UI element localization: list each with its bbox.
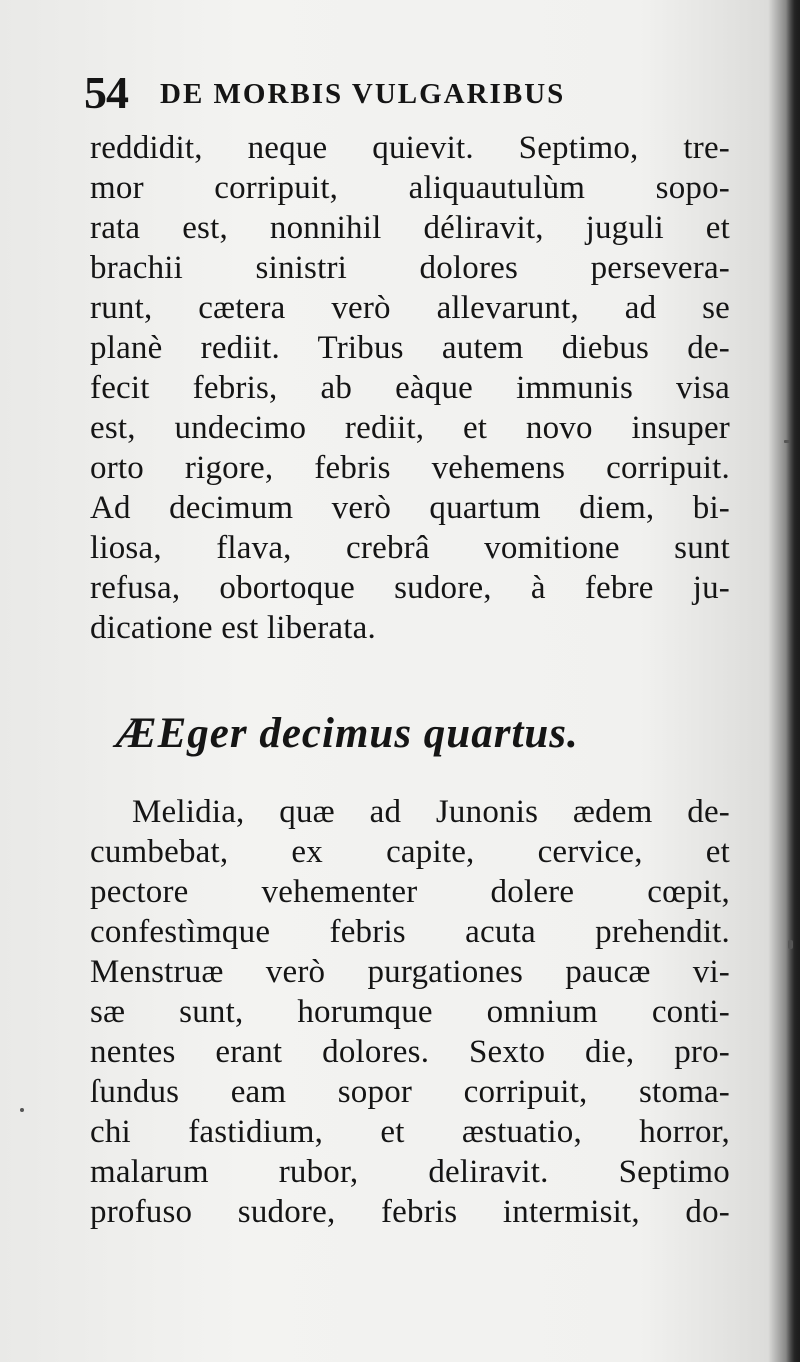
text-line: chi fastidium, et æstuatio, horror, (90, 1114, 730, 1150)
text-line: mor corripuit, aliquautulùm sopo- (90, 170, 730, 206)
text-line: profuso sudore, febris intermisit, do- (90, 1194, 730, 1230)
text-line: dicatione est liberata. (90, 610, 376, 646)
text-line: planè rediit. Tribus autem diebus de- (90, 330, 730, 366)
text-line: nentes erant dolores. Sexto die, pro- (90, 1034, 730, 1070)
paper-speck (784, 440, 790, 443)
text-line: sæ sunt, horumque omnium conti- (90, 994, 730, 1030)
text-line: reddidit, neque quievit. Septimo, tre- (90, 130, 730, 166)
text-line: rata est, nonnihil déliravit, juguli et (90, 210, 730, 246)
text-line: runt, cætera verò allevarunt, ad se (90, 290, 730, 326)
text-line: Menstruæ verò purgationes paucæ vi- (90, 954, 730, 990)
text-line: Ad decimum verò quartum diem, bi- (90, 490, 730, 526)
section-heading: ÆEger decimus quartus. (116, 710, 579, 757)
text-line: brachii sinistri dolores persevera- (90, 250, 730, 286)
text-line: malarum rubor, deliravit. Septimo (90, 1154, 730, 1190)
text-line: confestìmque febris acuta prehendit. (90, 914, 730, 950)
text-line: orto rigore, febris vehemens corripuit. (90, 450, 730, 486)
text-line: ſundus eam sopor corripuit, stoma- (90, 1074, 730, 1110)
page-gutter-shadow (786, 0, 800, 1362)
text-line: pectore vehementer dolere cœpit, (90, 874, 730, 910)
paper-speck (788, 940, 793, 949)
text-line: cumbebat, ex capite, cervice, et (90, 834, 730, 870)
page-number: 54 (84, 67, 128, 118)
page-header (84, 66, 724, 126)
text-line: liosa, flava, crebrâ vomitione sunt (90, 530, 730, 566)
text-line: fecit febris, ab eàque immunis visa (90, 370, 730, 406)
running-title: DE MORBIS VULGARIBUS (160, 78, 566, 110)
text-line: est, undecimo rediit, et novo insuper (90, 410, 730, 446)
paragraph-continued (90, 128, 730, 648)
text-line: refusa, obortoque sudore, à febre ju- (90, 570, 730, 606)
paragraph-melidia (90, 792, 730, 1232)
text-line: Melidia, quæ ad Junonis ædem de- (132, 794, 730, 830)
paper-speck (20, 1108, 24, 1112)
